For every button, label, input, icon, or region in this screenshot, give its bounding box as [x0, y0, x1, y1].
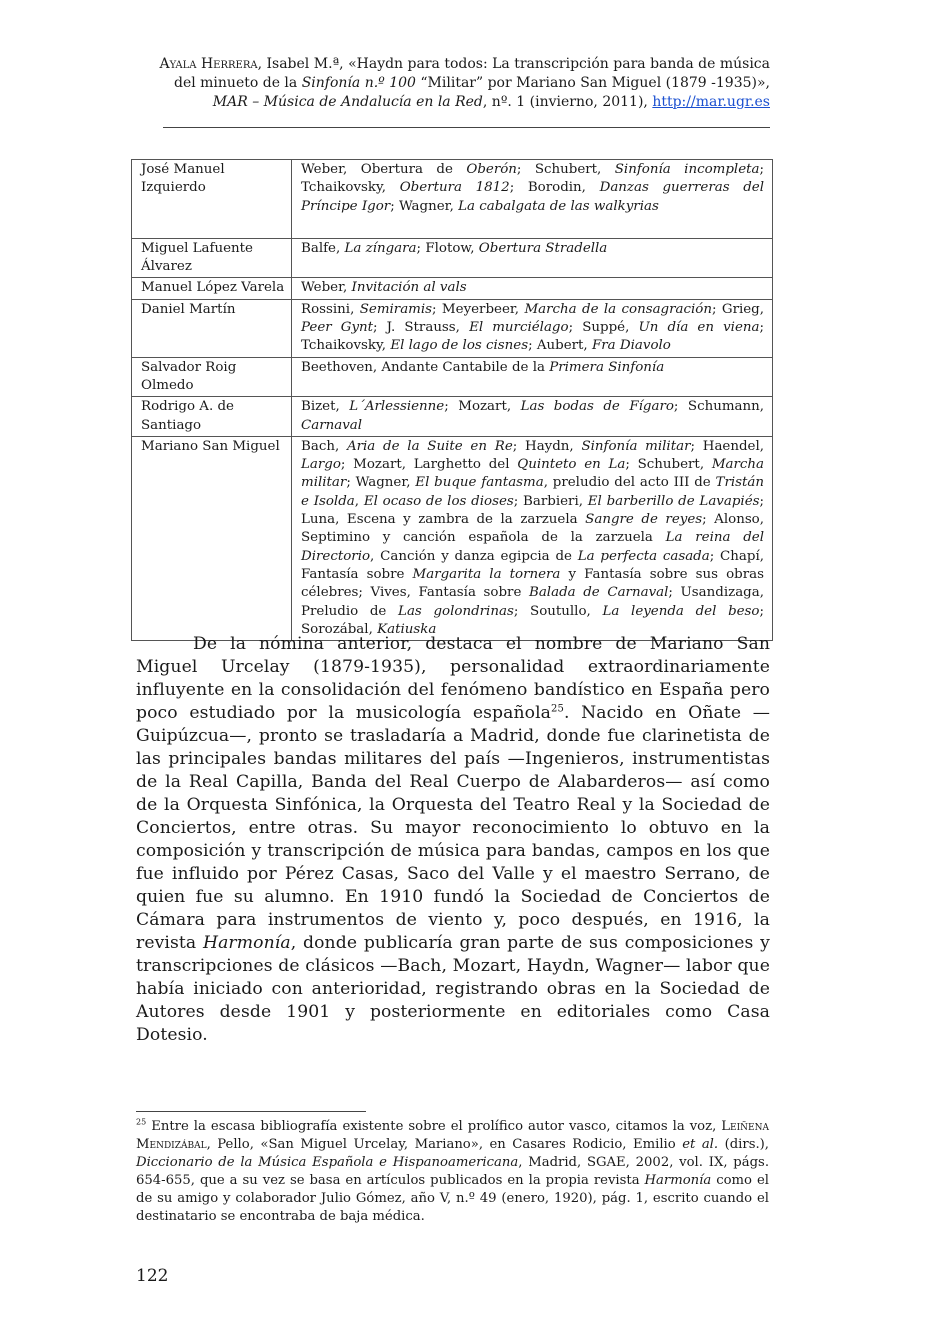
works-text: , Canción y danza egipcia de: [370, 548, 578, 564]
works-text: ,: [354, 493, 364, 509]
table-row: [132, 278, 773, 299]
works-list: [292, 397, 773, 437]
body-text-part1: De la nómina anterior, destaca el nombre de Mariano San Miguel Urcelay (1879-1935), personalidad extraordinariamente influyente en la consolidación del fenómeno bandístico en España pero poco estudiado por la musicología española: [136, 634, 770, 723]
work-title: Peer Gynt: [301, 320, 374, 336]
arranger-name: Manuel López Varela: [132, 278, 292, 299]
works-text: ; Wagner,: [346, 475, 416, 491]
works-text: ; Haydn,: [512, 438, 582, 454]
footnote-25: [136, 1118, 769, 1226]
works-text: Weber, Obertura de: [301, 162, 467, 177]
arranger-name: Miguel Lafuente Álvarez: [132, 238, 292, 278]
page-number: 122: [136, 1266, 169, 1286]
body-text-part3: , donde publicaría gran parte de sus composiciones y transcripciones de clásicos —Bach, Mozart, Haydn, Wagner— labor que había iniciado con anterioridad, registrando obras en la Sociedad de Autores desde 1901 y posteriormente en editoriales como Casa Dotesio.: [136, 933, 770, 1045]
table-row: [132, 299, 773, 357]
footnote-divider: [136, 1111, 366, 1112]
works-text: Bach,: [301, 438, 347, 454]
table-row: [132, 397, 773, 437]
work-title: La zíngara: [344, 240, 417, 256]
transcriptions-table: [131, 159, 773, 641]
works-text: Bizet,: [301, 399, 350, 415]
works-text: ; Alonso, Septimino y canción española de la zarzuela: [301, 512, 765, 546]
works-text: ; Usandizaga, Preludio de: [301, 585, 764, 619]
work-title: Semiramis: [359, 301, 433, 317]
work-title: Las bodas de Fígaro: [520, 399, 674, 415]
header-issue: , nº. 1 (invierno, 2011),: [482, 94, 653, 110]
work-title: Primera Sinfonía: [549, 359, 665, 375]
arranger-name: José Manuel Izquierdo: [132, 160, 292, 239]
footnote-dictionary-title: Diccionario de la Música Española e Hispanoamericana: [136, 1155, 519, 1170]
works-text: ; Chapí, Fantasía sobre: [301, 548, 764, 582]
works-text: ; Luna, Escena y zambra de la zarzuela: [301, 493, 765, 528]
footnote-text-5: como el de su amigo y colaborador Julio Gómez, año V, n.º 49 (enero, 1920), pág. 1, escrito cuando el destinatario se encontraba de baja médica.: [136, 1173, 769, 1224]
works-list: [292, 238, 773, 278]
header-divider: [163, 127, 770, 128]
works-text: ; Aubert,: [528, 338, 592, 354]
footnote-text-2: , Pello, «San Miguel Urcelay, Mariano», en Casares Rodicio, Emilio: [206, 1137, 683, 1152]
footnote-etal: et al.: [682, 1137, 719, 1152]
works-text: ; Grieg,: [711, 301, 764, 317]
work-title: Balada de Carnaval: [528, 585, 669, 601]
works-list: [292, 436, 773, 640]
work-title: Oberón: [466, 162, 517, 177]
works-text: Beethoven, Andante Cantabile de la: [301, 359, 550, 375]
work-title: El buque fantasma: [415, 475, 544, 491]
footnote-harmonia-title: Harmonía: [644, 1173, 712, 1188]
works-list: [292, 357, 773, 397]
works-text: ; Suppé,: [568, 320, 639, 336]
works-text: ; Haendel,: [690, 438, 765, 454]
header-symphony-title: Sinfonía n.º 100: [301, 75, 416, 91]
works-text: ; Schubert,: [625, 457, 712, 473]
work-title: Marcha de la consagración: [524, 301, 712, 317]
work-title: El lago de los cisnes: [390, 338, 529, 354]
works-text: ; Sorozábal,: [301, 603, 765, 637]
footnote-text-4: , Madrid, SGAE, 2002, vol. IX, págs. 654-655, que a su vez se basa en artículos publicados en la propia revista: [136, 1155, 770, 1188]
table-row: [132, 160, 773, 239]
works-text: , preludio del acto III de: [543, 475, 716, 491]
table-row: [132, 436, 773, 640]
header-author-lastname: Ayala Herrera: [159, 56, 258, 72]
footnote-text-3: (dirs.),: [718, 1137, 769, 1152]
work-title: Fra Diavolo: [591, 338, 671, 354]
arranger-name: Daniel Martín: [132, 299, 292, 357]
work-title: Invitación al vals: [351, 280, 467, 296]
running-header: [150, 55, 770, 112]
work-title: Katiuska: [377, 621, 437, 637]
work-title: Margarita la tornera: [412, 566, 561, 582]
work-title: Obertura Stradella: [478, 240, 608, 256]
work-title: L´Arlessienne: [349, 399, 445, 415]
work-title: La leyenda del beso: [602, 603, 760, 619]
work-title: Aria de la Suite en Re: [346, 438, 513, 454]
works-text: ; Mozart, Larghetto del: [340, 457, 518, 473]
work-title: La cabalgata de las walkyrias: [458, 198, 659, 214]
works-text: ; Schubert,: [516, 162, 615, 177]
header-author-rest: , Isabel M.ª, «Haydn para todos: La transcripción para banda de música del minueto de la: [173, 56, 770, 91]
works-text: Balfe,: [301, 240, 345, 256]
works-text: ; Tchaikovsky,: [301, 162, 764, 196]
work-title: Sinfonía militar: [581, 438, 691, 454]
arranger-name: Salvador Roig Olmedo: [132, 357, 292, 397]
works-text: ; Soutullo,: [513, 603, 603, 619]
body-paragraph: [136, 633, 770, 1047]
work-title: El murciélago: [469, 320, 569, 336]
works-text: ; J. Strauss,: [373, 320, 470, 336]
work-title: La perfecta casada: [577, 548, 710, 564]
work-title: Sangre de reyes: [585, 512, 703, 528]
footnote-text-1: Entre la escasa bibliografía existente sobre el prolífico autor vasco, citamos la voz,: [146, 1119, 722, 1134]
work-title: Obertura 1812: [399, 180, 510, 196]
work-title: Danzas guerreras del Príncipe Igor: [301, 180, 764, 214]
arranger-name: Rodrigo A. de Santiago: [132, 397, 292, 437]
works-list: [292, 299, 773, 357]
work-title: Carnaval: [301, 417, 363, 433]
work-title: Quinteto en La: [517, 457, 626, 473]
works-text: ; Schumann,: [673, 399, 765, 415]
work-title: La reina del Directorio: [301, 530, 764, 564]
work-title: Tristán e Isolda: [301, 475, 764, 509]
work-title: Largo: [301, 457, 341, 473]
table-row: [132, 238, 773, 278]
arranger-name: Mariano San Miguel: [132, 436, 292, 640]
work-title: Marcha militar: [301, 457, 765, 491]
work-title: El ocaso de los dioses: [363, 493, 514, 509]
body-harmonia-title: Harmonía: [203, 933, 291, 953]
footnote-author: Leiñena Mendizábal: [136, 1119, 769, 1152]
works-text: Rossini,: [301, 301, 360, 317]
works-text: ; Meyerbeer,: [432, 301, 525, 317]
work-title: Las golondrinas: [398, 603, 514, 619]
footnote-ref-25[interactable]: 25: [551, 703, 564, 715]
body-text-part2: . Nacido en Oñate —Guipúzcua—, pronto se trasladaría a Madrid, donde fue clarinetista de las principales bandas militares del país —Ingenieros, instrumentistas de la Real Capilla, Banda del Real Cuerpo de Alabarderos— así como de la Orquesta Sinfónica, la Orquesta del Teatro Real y la Sociedad de Conciertos, entre otras. Su mayor reconocimiento lo obtuvo en la composición y transcripción de música para bandas, campos en los que fue influido por Pérez Casas, Saco del Valle y el maestro Serrano, de quien fue su alumno. En 1910 fundó la Sociedad de Conciertos de Cámara para instrumentos de viento y, poco después, en 1916, la revista: [136, 703, 771, 953]
works-text: ; Tchaikovsky,: [301, 320, 764, 354]
work-title: El barberillo de Lavapiés: [587, 493, 760, 509]
works-list: [292, 278, 773, 299]
works-text: ; Borodin,: [509, 180, 600, 196]
header-journal: MAR – Música de Andalucía en la Red: [212, 94, 483, 110]
works-text: y Fantasía sobre sus obras célebres; Vives, Fantasía sobre: [301, 566, 764, 601]
works-list: [292, 160, 773, 239]
table-row: [132, 357, 773, 397]
header-title-rest: “Militar” por Mariano San Miguel (1879 -1935)»,: [415, 75, 770, 91]
work-title: Sinfonía incompleta: [614, 162, 760, 177]
work-title: Un día en viena: [638, 320, 760, 336]
works-text: ; Barbieri,: [513, 493, 588, 509]
works-text: ; Flotow,: [416, 240, 479, 256]
works-text: Weber,: [301, 280, 352, 296]
header-journal-link[interactable]: http://mar.ugr.es: [652, 94, 770, 110]
works-text: ; Wagner,: [390, 198, 459, 214]
works-text: ; Mozart,: [444, 399, 521, 415]
footnote-number: 25: [136, 1117, 147, 1127]
